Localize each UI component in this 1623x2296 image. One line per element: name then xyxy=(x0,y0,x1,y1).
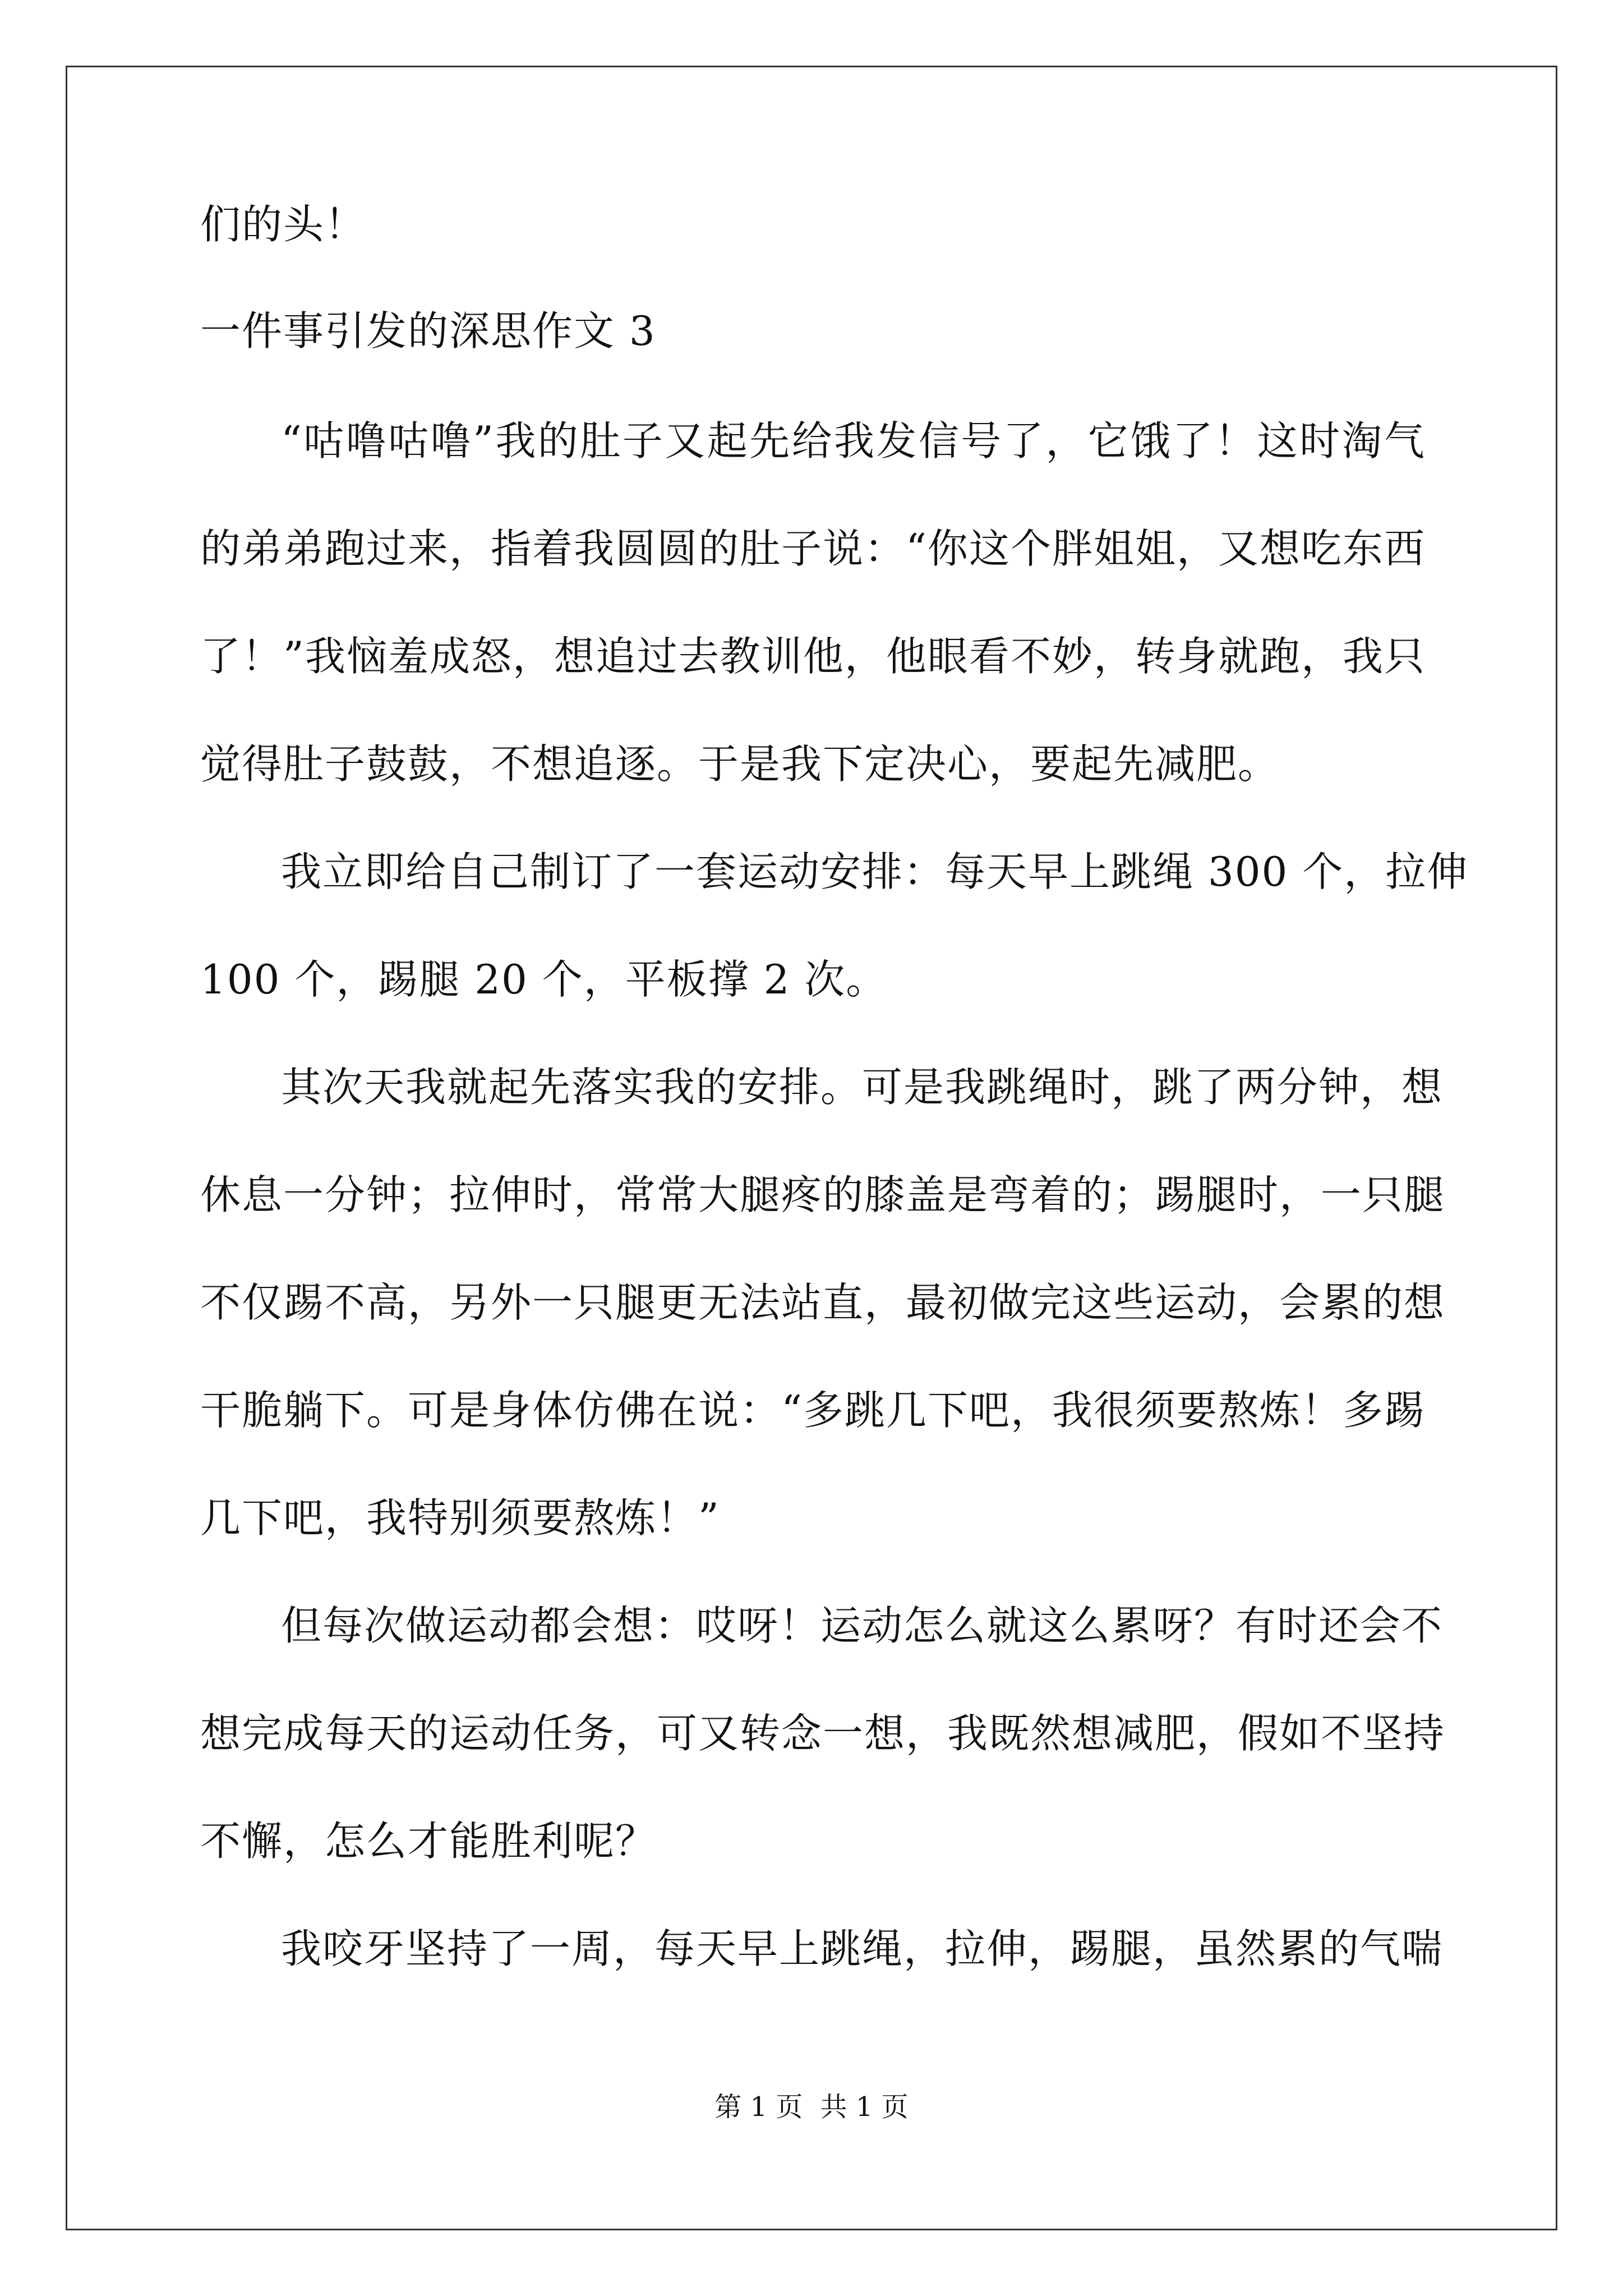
text-line: 我咬牙坚持了一周，每天早上跳绳，拉伸，踢腿，虽然累的气喘 xyxy=(281,1925,1444,1972)
text-line: 我立即给自己制订了一套运动安排：每天早上跳绳 300 个，拉伸 xyxy=(281,848,1469,895)
text-line: “咕噜咕噜”我的肚子又起先给我发信号了，它饿了！这时淘气 xyxy=(281,417,1426,464)
page-number: 第 1 页 xyxy=(714,2091,803,2123)
text-line: 觉得肚子鼓鼓，不想追逐。于是我下定决心，要起先减肥。 xyxy=(200,740,1280,788)
text-line: 们的头！ xyxy=(200,201,367,248)
page-total: 共 1 页 xyxy=(820,2091,909,2123)
text-line: 几下吧，我特别须要熬炼！” xyxy=(200,1494,720,1542)
text-line: 想完成每天的运动任务，可又转念一想，我既然想减肥，假如不坚持 xyxy=(200,1710,1446,1757)
text-line: 的弟弟跑过来，指着我圆圆的肚子说：“你这个胖姐姐，又想吃东西 xyxy=(200,525,1426,572)
text-line: 休息一分钟；拉伸时，常常大腿疼的膝盖是弯着的；踢腿时，一只腿 xyxy=(200,1171,1446,1218)
section-heading: 一件事引发的深思作文 3 xyxy=(200,307,656,355)
page-footer xyxy=(0,2090,1623,2124)
text-line: 了！”我恼羞成怒，想追过去教训他，他眼看不妙，转身就跑，我只 xyxy=(200,633,1426,680)
text-line: 100 个，踢腿 20 个，平板撑 2 次。 xyxy=(200,956,888,1003)
text-line: 干脆躺下。可是身体仿佛在说：“多跳几下吧，我很须要熬炼！多踢 xyxy=(200,1387,1426,1434)
text-line: 不仅踢不高，另外一只腿更无法站直，最初做完这些运动，会累的想 xyxy=(200,1279,1446,1326)
page-border xyxy=(66,66,1557,2230)
text-line: 不懈，怎么才能胜利呢？ xyxy=(200,1818,657,1865)
text-line: 其次天我就起先落实我的安排。可是我跳绳时，跳了两分钟，想 xyxy=(281,1064,1444,1111)
text-line: 但每次做运动都会想：哎呀！运动怎么就这么累呀？有时还会不 xyxy=(281,1602,1444,1649)
